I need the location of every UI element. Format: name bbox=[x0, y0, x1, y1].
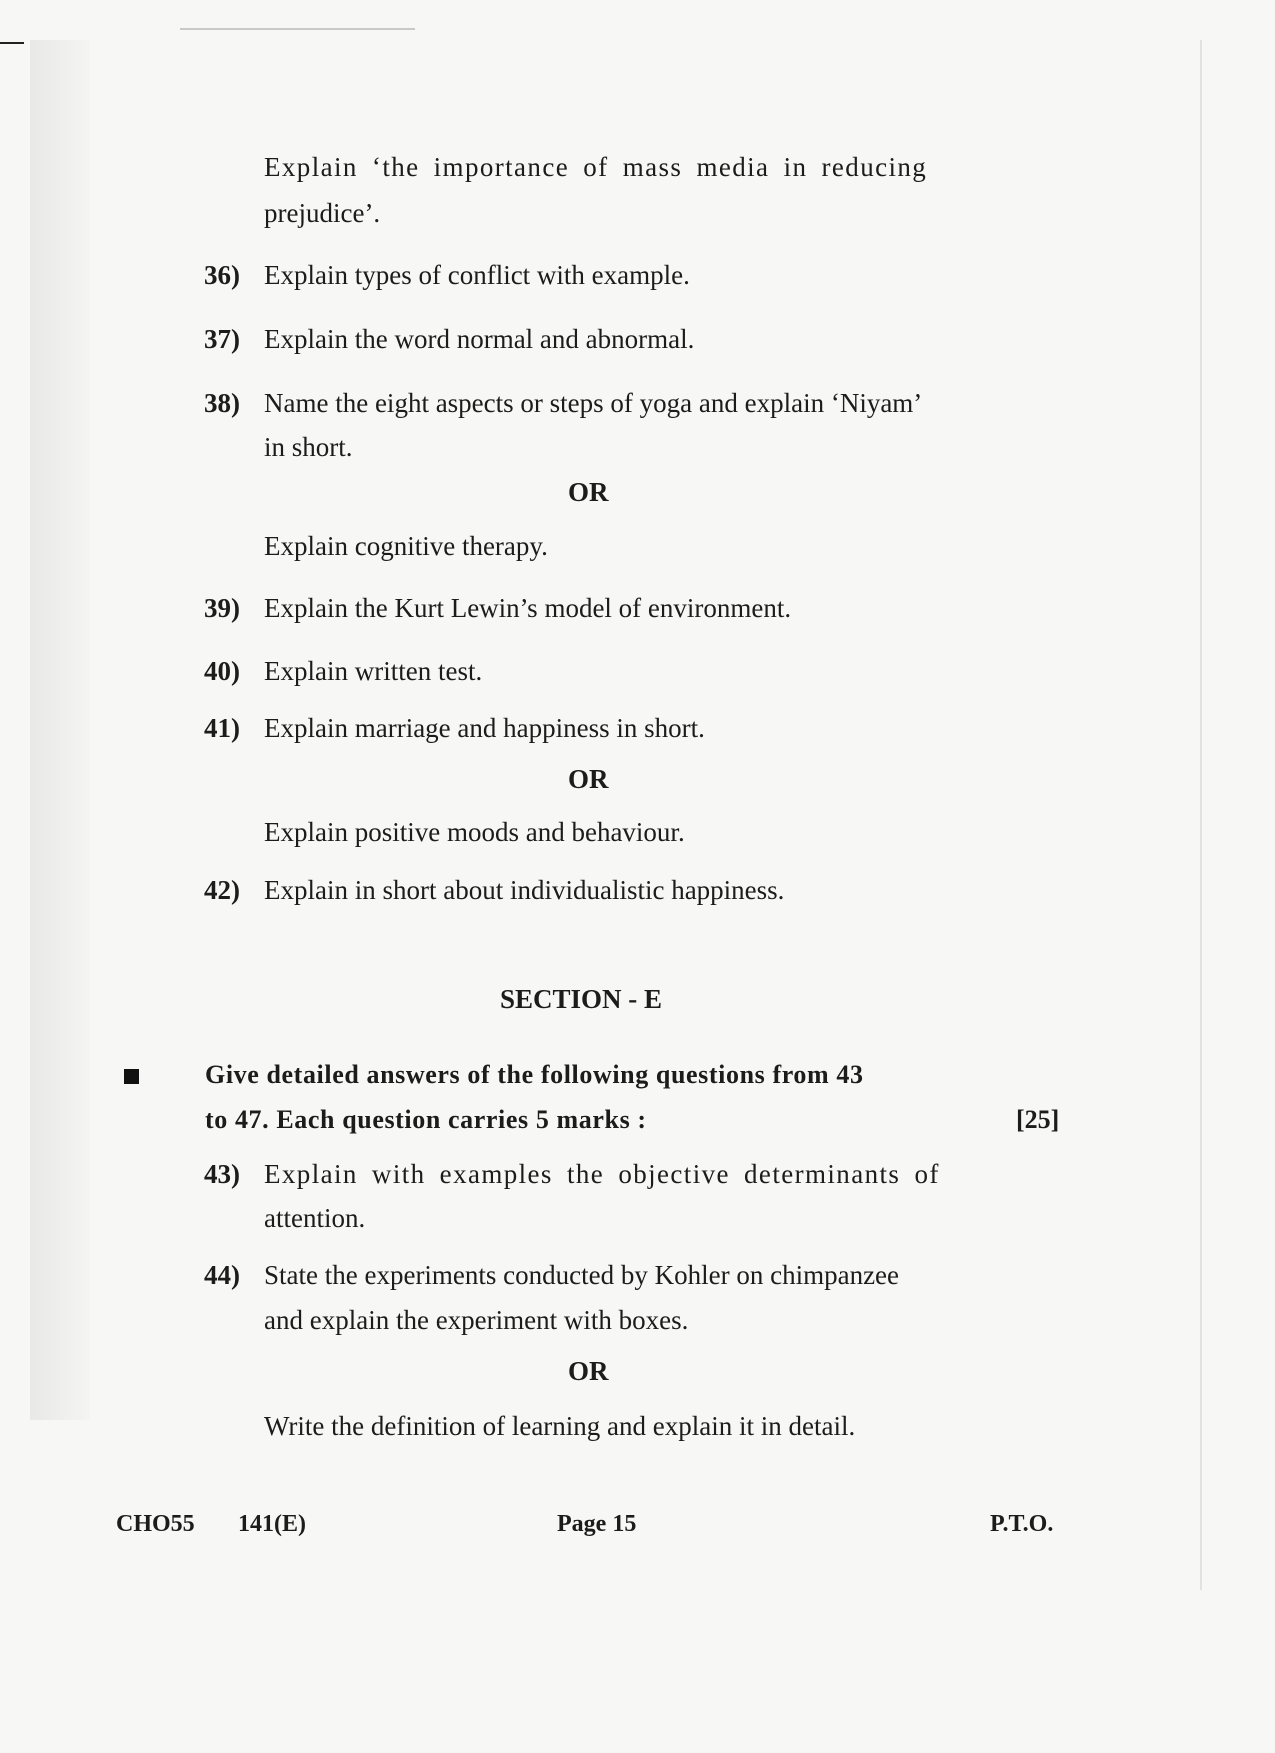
question-text-line: Explain the Kurt Lewin’s model of environment. bbox=[264, 593, 792, 623]
alternative-question: Write the definition of learning and explain it in detail. bbox=[264, 1411, 856, 1441]
question-text-line: and explain the experiment with boxes. bbox=[264, 1305, 689, 1335]
question-number: 41) bbox=[204, 713, 240, 743]
scan-artifact-rule bbox=[1200, 40, 1202, 1590]
question-text-line: Explain the word normal and abnormal. bbox=[264, 324, 695, 354]
question-text-line: State the experiments conducted by Kohler on chimpanzee bbox=[264, 1260, 900, 1290]
scan-artifact-tick bbox=[0, 42, 24, 44]
section-instruction-line: Give detailed answers of the following questions from 43 bbox=[205, 1060, 864, 1089]
question-text-line: Explain marriage and happiness in short. bbox=[264, 713, 705, 743]
scan-shadow bbox=[30, 40, 90, 1420]
section-heading: SECTION - E bbox=[500, 984, 663, 1014]
question-text-line: Explain types of conflict with example. bbox=[264, 260, 690, 290]
question-text-line: attention. bbox=[264, 1203, 366, 1233]
alternative-question: Explain positive moods and behaviour. bbox=[264, 817, 685, 847]
section-marks: [25] bbox=[1016, 1105, 1060, 1134]
question-text-line: Explain with examples the objective determinants of bbox=[264, 1159, 940, 1189]
or-separator: OR bbox=[568, 1356, 609, 1386]
question-text-line: prejudice’. bbox=[264, 198, 381, 228]
question-number: 37) bbox=[204, 324, 240, 354]
paper-code: CHO55 bbox=[116, 1511, 195, 1537]
alternative-question: Explain cognitive therapy. bbox=[264, 531, 548, 561]
question-number: 40) bbox=[204, 656, 240, 686]
question-text-line: Explain written test. bbox=[264, 656, 483, 686]
question-text-line: Name the eight aspects or steps of yoga and explain ‘Niyam’ bbox=[264, 388, 923, 418]
question-number: 43) bbox=[204, 1159, 240, 1189]
or-separator: OR bbox=[568, 764, 609, 794]
question-number: 39) bbox=[204, 593, 240, 623]
page-number: Page 15 bbox=[557, 1511, 637, 1537]
question-number: 42) bbox=[204, 875, 240, 905]
question-number: 36) bbox=[204, 260, 240, 290]
or-separator: OR bbox=[568, 477, 609, 507]
paper-number: 141(E) bbox=[238, 1511, 306, 1537]
pto-label: P.T.O. bbox=[990, 1511, 1054, 1537]
scan-artifact-line bbox=[180, 28, 415, 30]
section-instruction-line: to 47. Each question carries 5 marks : bbox=[205, 1105, 647, 1134]
question-text-line: Explain in short about individualistic happiness. bbox=[264, 875, 785, 905]
question-text-line: Explain ‘the importance of mass media in reducing bbox=[264, 152, 928, 182]
question-text-line: in short. bbox=[264, 432, 353, 462]
question-number: 44) bbox=[204, 1260, 240, 1290]
question-number: 38) bbox=[204, 388, 240, 418]
square-bullet-icon bbox=[124, 1069, 139, 1084]
